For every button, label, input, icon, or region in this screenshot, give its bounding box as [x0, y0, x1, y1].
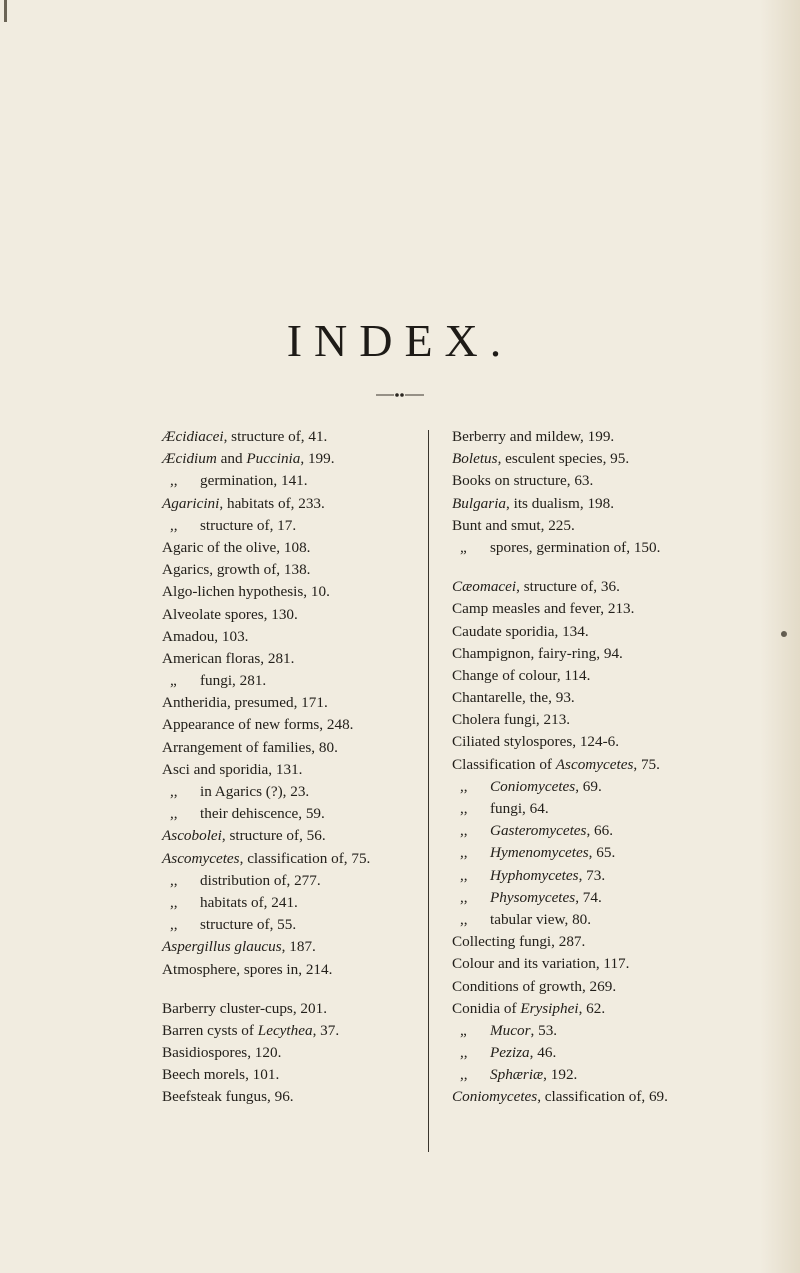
index-entry	[162, 648, 424, 670]
index-entry	[452, 515, 752, 537]
entry-text: , 53.	[530, 1021, 558, 1039]
ditto-mark: ,,	[460, 866, 468, 884]
entry-term-italic: Hymenomycetes	[490, 844, 589, 862]
entry-term-italic: Agaricini	[162, 494, 220, 512]
ditto-mark: ,,	[170, 783, 178, 800]
entry-text: , 75.	[633, 755, 660, 773]
index-entry	[452, 598, 752, 620]
entry-term-italic: Peziza	[490, 1044, 530, 1062]
entry-text: structure of, 55.	[200, 916, 297, 934]
ditto-mark: ,,	[460, 1044, 468, 1062]
ditto-mark: ,,	[460, 888, 468, 906]
index-entry	[162, 1086, 424, 1108]
index-entry	[452, 426, 752, 448]
index-entry	[162, 515, 424, 537]
ditto-mark: ,,	[460, 777, 468, 795]
entry-text: habitats of, 241.	[200, 893, 298, 911]
entry-text: Algo-lichen hypothesis, 10.	[162, 583, 330, 601]
page-edge-shading	[760, 0, 800, 1273]
ditto-mark: ,,	[170, 916, 178, 934]
entry-text: and	[216, 450, 247, 468]
index-entry	[162, 692, 424, 714]
entry-term-italic: Æcidium	[162, 450, 217, 468]
entry-text: fungi, 64.	[490, 800, 549, 817]
entry-term-italic: Gasteromycetes	[490, 822, 587, 840]
entry-text: Books on structure, 63.	[452, 472, 594, 490]
index-entry	[452, 931, 752, 953]
ditto-mark: „	[460, 1021, 467, 1039]
index-entry	[452, 842, 752, 864]
ditto-mark: ,,	[170, 472, 178, 490]
ditto-mark: ,,	[460, 800, 468, 817]
entry-term-italic: Physomycetes	[490, 888, 576, 906]
entry-text: , 73.	[578, 866, 606, 884]
entry-term-italic: Boletus	[452, 450, 498, 468]
index-entry	[452, 1064, 752, 1086]
entry-term-italic: Erysiphei	[520, 999, 579, 1017]
index-entry	[162, 737, 424, 759]
entry-text: , its dualism, 198.	[506, 494, 615, 512]
index-entry	[162, 714, 424, 736]
ditto-mark: ,,	[170, 805, 178, 823]
index-entry	[162, 1064, 424, 1086]
ditto-mark: ,,	[170, 871, 178, 889]
ditto-mark: „	[460, 538, 467, 556]
entry-term-italic: Sphæriæ	[490, 1066, 544, 1084]
index-entry	[452, 1086, 752, 1108]
index-entry	[162, 470, 424, 492]
entry-text: Antheridia, presumed, 171.	[162, 694, 328, 712]
page-edge-mark	[4, 0, 7, 22]
entry-text: Change of colour, 114.	[452, 666, 591, 684]
index-entry	[162, 448, 424, 470]
entry-text: , classification of, 69.	[537, 1088, 668, 1106]
entry-text: tabular view, 80.	[490, 910, 592, 928]
entry-term-italic: Hyphomycetes	[490, 866, 579, 884]
entry-term-italic: Puccinia	[246, 450, 301, 468]
index-entry	[452, 1042, 752, 1064]
entry-text: , 65.	[588, 844, 616, 862]
ditto-mark: ,,	[460, 822, 468, 840]
entry-text: Berberry and mildew, 199.	[452, 428, 615, 445]
entry-text: Caudate sporidia, 134.	[452, 622, 589, 640]
entry-text: Bunt and smut, 225.	[452, 516, 575, 534]
index-entry	[162, 670, 424, 692]
entry-text: Ciliated stylospores, 124-6.	[452, 733, 620, 751]
ditto-mark: ,,	[460, 1066, 468, 1084]
index-entry	[162, 825, 424, 847]
entry-text: Conditions of growth, 269.	[452, 977, 617, 995]
index-entry	[162, 426, 424, 448]
entry-term-italic: Bulgaria	[452, 494, 507, 512]
entry-text: , 46.	[529, 1044, 557, 1062]
page-title: INDEX.	[286, 315, 514, 366]
entry-text: Conidia of	[452, 999, 521, 1017]
entry-text: Atmosphere, spores in, 214.	[162, 960, 333, 978]
index-entry	[452, 687, 752, 709]
ditto-mark: ,,	[170, 516, 178, 534]
entry-text: , 199.	[300, 450, 335, 468]
index-entry	[162, 781, 424, 803]
entry-text: Beech morels, 101.	[162, 1066, 280, 1084]
index-column-left	[162, 426, 424, 1109]
index-entry	[452, 731, 752, 753]
entry-text: Barberry cluster-cups, 201.	[162, 999, 328, 1017]
entry-text: , structure of, 56.	[221, 827, 326, 845]
entry-text: Barren cysts of	[162, 1021, 258, 1039]
entry-text: Cholera fungi, 213.	[452, 711, 571, 729]
entry-text: Arrangement of families, 80.	[162, 738, 338, 756]
entry-term-italic: Mucor	[490, 1021, 531, 1039]
index-column-right	[452, 426, 752, 1109]
entry-text: Appearance of new forms, 248.	[162, 716, 354, 734]
entry-text: Chantarelle, the, 93.	[452, 689, 575, 707]
entry-term-italic: Cæomacei	[452, 578, 517, 596]
index-entry	[452, 865, 752, 887]
entry-text: Collecting fungi, 287.	[452, 933, 586, 951]
index-entry	[162, 914, 424, 936]
entry-term-italic: Aspergillus glaucus	[162, 938, 282, 956]
ditto-mark: ,,	[170, 893, 178, 911]
entry-text: Asci and sporidia, 131.	[162, 760, 303, 778]
entry-term-italic: Ascomycetes	[555, 755, 634, 773]
entry-text: spores, germination of, 150.	[490, 538, 661, 556]
entry-text: fungi, 281.	[200, 672, 267, 690]
entry-text: , 192.	[543, 1066, 578, 1084]
index-entry	[162, 759, 424, 781]
index-entry	[162, 626, 424, 648]
entry-text: Champignon, fairy-ring, 94.	[452, 644, 623, 662]
index-entry	[162, 936, 424, 958]
entry-text: Beefsteak fungus, 96.	[162, 1088, 294, 1106]
entry-text: Classification of	[452, 755, 556, 773]
entry-text: Amadou, 103.	[162, 627, 249, 645]
index-entry	[162, 959, 424, 981]
index-entry	[162, 493, 424, 515]
entry-text: , 62.	[578, 999, 606, 1017]
index-entry	[452, 976, 752, 998]
index-entry	[452, 887, 752, 909]
index-entry	[452, 754, 752, 776]
entry-term-italic: Ascobolei	[162, 827, 222, 845]
entry-text: American floras, 281.	[162, 649, 295, 667]
index-entry	[162, 581, 424, 603]
index-entry	[452, 448, 752, 470]
index-entry	[452, 776, 752, 798]
index-entry	[162, 892, 424, 914]
entry-text: Basidiospores, 120.	[162, 1044, 282, 1062]
index-entry	[452, 709, 752, 731]
entry-text: in Agarics (?), 23.	[200, 783, 310, 800]
entry-term-italic: Lecythea	[257, 1021, 313, 1039]
index-entry	[452, 643, 752, 665]
entry-text: , 69.	[575, 777, 602, 795]
index-entry	[452, 470, 752, 492]
index-entry	[162, 998, 424, 1020]
entry-text: , esculent species, 95.	[497, 450, 630, 468]
entry-text: Agarics, growth of, 138.	[162, 561, 311, 579]
title-ornament	[376, 393, 424, 397]
index-entry	[452, 820, 752, 842]
index-entry	[452, 909, 752, 931]
index-entry	[452, 493, 752, 515]
index-entry	[162, 803, 424, 825]
index-entry	[162, 848, 424, 870]
entry-text: , classification of, 75.	[239, 849, 371, 867]
index-entry	[452, 953, 752, 975]
entry-text: , 187.	[281, 938, 316, 956]
entry-term-italic: Æcidiacei	[162, 428, 224, 445]
entry-text: structure of, 17.	[200, 516, 297, 534]
index-entry	[162, 1020, 424, 1042]
entry-text: , 37.	[312, 1021, 340, 1039]
entry-text: , 66.	[586, 822, 614, 840]
entry-text: Alveolate spores, 130.	[162, 605, 298, 623]
index-entry	[452, 665, 752, 687]
index-entry	[162, 604, 424, 626]
index-entry	[452, 1020, 752, 1042]
index-entry	[452, 798, 752, 820]
entry-text: Colour and its variation, 117.	[452, 955, 630, 973]
index-entry	[452, 537, 752, 559]
entry-text: , structure of, 41.	[223, 428, 328, 445]
index-entry	[162, 870, 424, 892]
index-entry	[162, 1042, 424, 1064]
entry-text: , 74.	[575, 888, 602, 906]
entry-text: , habitats of, 233.	[219, 494, 325, 512]
index-entry	[162, 559, 424, 581]
entry-text: their dehiscence, 59.	[200, 805, 325, 823]
index-entry	[452, 998, 752, 1020]
entry-text: distribution of, 277.	[200, 871, 321, 889]
index-entry	[452, 621, 752, 643]
column-divider	[428, 430, 429, 1152]
index-entry	[162, 537, 424, 559]
entry-term-italic: Ascomycetes	[162, 849, 240, 867]
entry-text: Agaric of the olive, 108.	[162, 538, 311, 556]
ditto-mark: „	[170, 672, 177, 690]
entry-text: , structure of, 36.	[516, 578, 620, 596]
ditto-mark: ,,	[460, 844, 468, 862]
entry-term-italic: Coniomycetes	[452, 1088, 538, 1106]
index-entry	[452, 576, 752, 598]
ditto-mark: ,,	[460, 910, 468, 928]
entry-text: Camp measles and fever, 213.	[452, 600, 635, 618]
entry-text: germination, 141.	[200, 472, 308, 490]
entry-term-italic: Coniomycetes	[490, 777, 576, 795]
